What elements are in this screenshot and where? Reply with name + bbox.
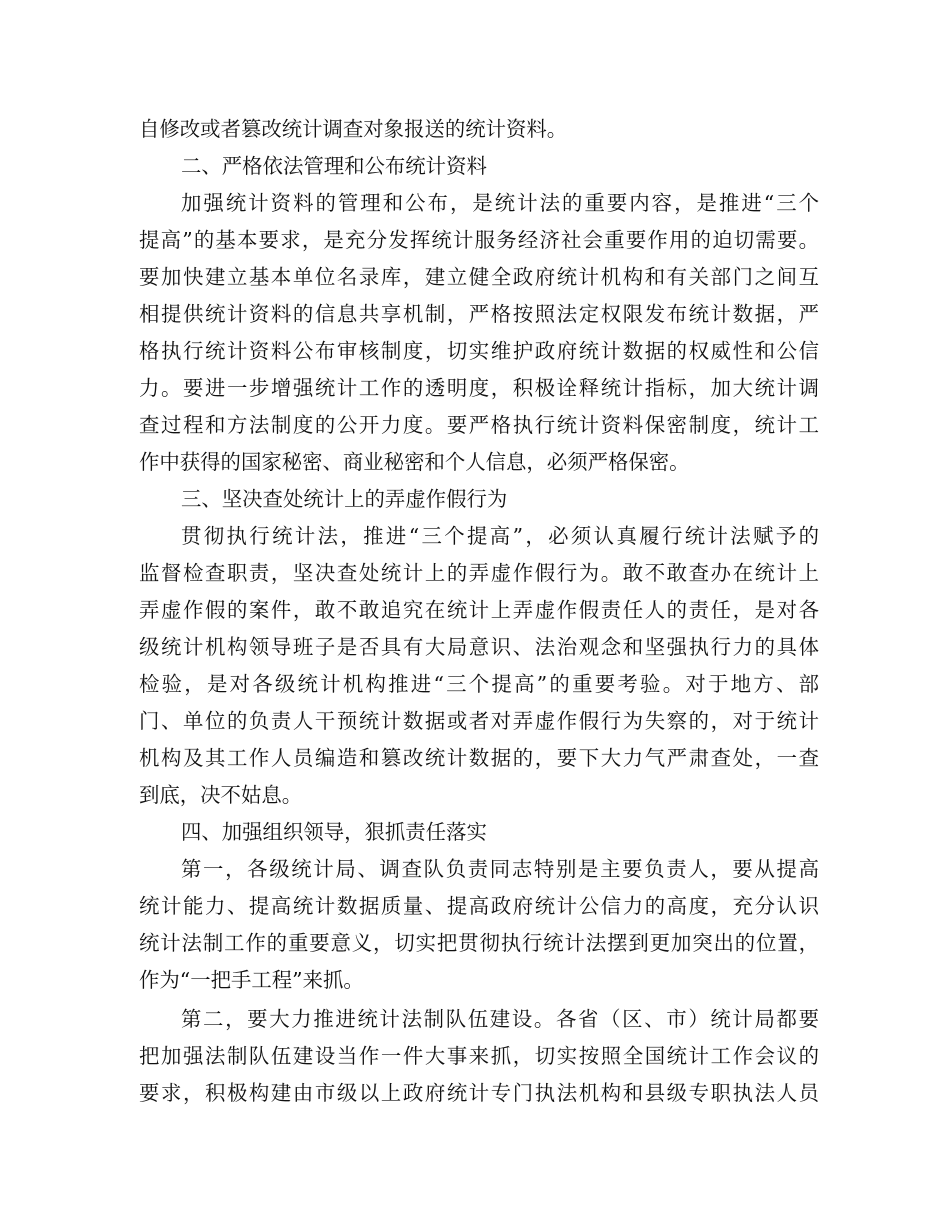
text-line: 查过程和方法制度的公开力度。要严格执行统计资料保密制度，统计工: [139, 413, 819, 437]
text-line: 作为“一把手工程”来抓。: [139, 968, 364, 992]
text-line: 机构及其工作人员编造和篡改统计数据的，要下大力气严肃查处，一查: [139, 746, 819, 770]
text-line: 相提供统计资料的信息共享机制，严格按照法定权限发布统计数据，严: [139, 302, 819, 326]
text-line: 检验，是对各级统计机构推进“三个提高”的重要考验。对于地方、部: [139, 672, 819, 696]
text-line: 格执行统计资料公布审核制度，切实维护政府统计数据的权威性和公信: [139, 339, 819, 363]
text-line: 加强统计资料的管理和公布，是统计法的重要内容，是推进“三个: [181, 191, 819, 215]
text-line: 自修改或者篡改统计调查对象报送的统计资料。: [139, 117, 568, 141]
text-line: 第一，各级统计局、调查队负责同志特别是主要负责人，要从提高: [181, 857, 819, 881]
text-line: 弄虚作假的案件，敢不敢追究在统计上弄虚作假责任人的责任，是对各: [139, 598, 819, 622]
section-heading: 四、加强组织领导，狠抓责任落实: [181, 820, 487, 844]
text-line: 要加快建立基本单位名录库，建立健全政府统计机构和有关部门之间互: [139, 265, 819, 289]
text-line: 提高”的基本要求，是充分发挥统计服务经济社会重要作用的迫切需要。: [139, 228, 819, 252]
text-line: 到底，决不姑息。: [139, 783, 303, 807]
text-line: 第二，要大力推进统计法制队伍建设。各省（区、市）统计局都要: [181, 1007, 819, 1031]
text-line: 统计法制工作的重要意义，切实把贯彻执行统计法摆到更加突出的位置，: [139, 931, 819, 955]
text-line: 要求，积极构建由市级以上政府统计专门执法机构和县级专职执法人员: [139, 1081, 819, 1105]
section-heading: 三、坚决查处统计上的弄虚作假行为: [181, 487, 508, 511]
text-line: 级统计机构领导班子是否具有大局意识、法治观念和坚强执行力的具体: [139, 635, 819, 659]
text-line: 统计能力、提高统计数据质量、提高政府统计公信力的高度，充分认识: [139, 894, 819, 918]
text-line: 力。要进一步增强统计工作的透明度，积极诠释统计指标，加大统计调: [139, 376, 819, 400]
text-line: 贯彻执行统计法，推进“三个提高”，必须认真履行统计法赋予的: [181, 524, 819, 548]
section-heading: 二、严格依法管理和公布统计资料: [181, 154, 487, 178]
text-line: 监督检查职责，坚决查处统计上的弄虚作假行为。敢不敢查办在统计上: [139, 561, 819, 585]
text-line: 把加强法制队伍建设当作一件大事来抓，切实按照全国统计工作会议的: [139, 1044, 819, 1068]
text-line: 门、单位的负责人干预统计数据或者对弄虚作假行为失察的，对于统计: [139, 709, 819, 733]
text-line: 作中获得的国家秘密、商业秘密和个人信息，必须严格保密。: [139, 450, 690, 474]
